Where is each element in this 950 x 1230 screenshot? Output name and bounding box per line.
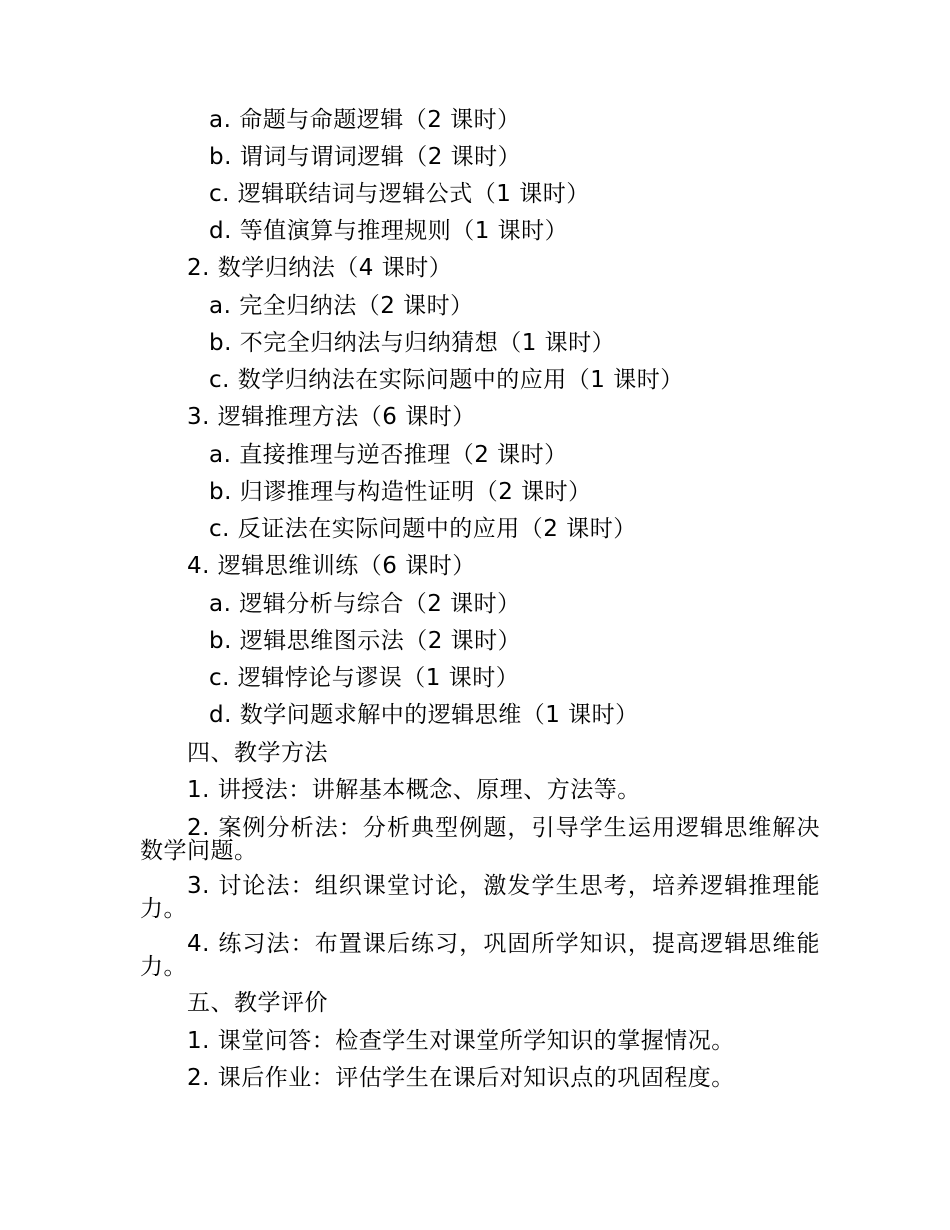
- outline-item1-sub-a: a. 命题与命题逻辑（2 课时）: [209, 107, 521, 133]
- section5-item-2: 2. 课后作业：评估学生在课后对知识点的巩固程度。: [187, 1065, 735, 1091]
- outline-item4-title: 4. 逻辑思维训练（6 课时）: [187, 553, 476, 579]
- outline-item1-sub-d: d. 等值演算与推理规则（1 课时）: [209, 218, 569, 244]
- section4-heading: 四、教学方法: [187, 740, 328, 766]
- outline-item3-sub-b: b. 归谬推理与构造性证明（2 课时）: [209, 479, 592, 505]
- outline-item3-title: 3. 逻辑推理方法（6 课时）: [187, 404, 476, 430]
- outline-item2-sub-b: b. 不完全归纳法与归纳猜想（1 课时）: [209, 330, 616, 356]
- outline-item1-sub-c: c. 逻辑联结词与逻辑公式（1 课时）: [209, 181, 590, 207]
- outline-item4-sub-d: d. 数学问题求解中的逻辑思维（1 课时）: [209, 702, 639, 728]
- section5-heading: 五、教学评价: [187, 990, 328, 1016]
- section4-item-1: 1. 讲授法：讲解基本概念、原理、方法等。: [187, 777, 641, 803]
- outline-item2-title: 2. 数学归纳法（4 课时）: [187, 255, 453, 281]
- section4-item-3: 3. 讨论法：组织课堂讨论，激发学生思考，培养逻辑推理能力。: [140, 873, 820, 922]
- outline-item3-sub-c: c. 反证法在实际问题中的应用（2 课时）: [209, 516, 637, 542]
- outline-item2-sub-c: c. 数学归纳法在实际问题中的应用（1 课时）: [209, 367, 684, 393]
- section5-item-1: 1. 课堂问答：检查学生对课堂所学知识的掌握情况。: [187, 1028, 735, 1054]
- outline-item4-sub-a: a. 逻辑分析与综合（2 课时）: [209, 591, 521, 617]
- section4-item-4: 4. 练习法：布置课后练习，巩固所学知识，提高逻辑思维能力。: [140, 931, 820, 980]
- outline-item2-sub-a: a. 完全归纳法（2 课时）: [209, 293, 474, 319]
- outline-item1-sub-b: b. 谓词与谓词逻辑（2 课时）: [209, 144, 522, 170]
- outline-item4-sub-c: c. 逻辑悖论与谬误（1 课时）: [209, 665, 520, 691]
- outline-item3-sub-a: a. 直接推理与逆否推理（2 课时）: [209, 442, 568, 468]
- section4-item-2: 2. 案例分析法：分析典型例题，引导学生运用逻辑思维解决数学问题。: [140, 815, 820, 864]
- outline-item4-sub-b: b. 逻辑思维图示法（2 课时）: [209, 628, 522, 654]
